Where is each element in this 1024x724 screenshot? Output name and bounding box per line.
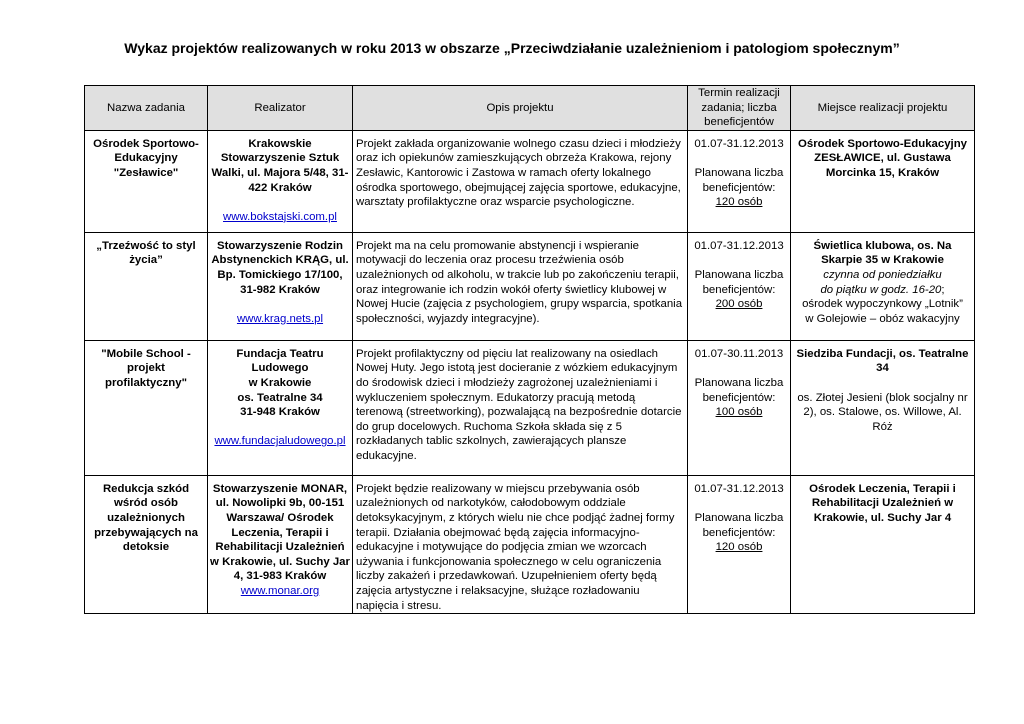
organizer-link[interactable]: www.monar.org (240, 584, 320, 597)
header-term: Termin realizacji zadania; liczba beneficjentów (688, 86, 791, 131)
term-count: 120 osób (715, 196, 763, 209)
term-count: 200 osób (715, 298, 763, 311)
term-dates: 01.07-31.12.2013 (694, 137, 784, 150)
description-cell: Projekt ma na celu promowanie abstynencji i wspieranie motywacji do leczenia oraz procesu trzeźwienia osób uzależnionych od alkoholu, w trakcie lub po zakończeniu terapii, oraz integrowanie ich rodzin wokół oferty świetlicy klubowej w Nowej Hucie (zajęcia z psychologiem, grupy wsparcia, spotkania społeczności, wyjazdy integracyjne). (353, 232, 688, 340)
organizer-link[interactable]: www.fundacjaludowego.pl (214, 435, 346, 448)
organizer-text: Stowarzyszenie Rodzin Abstynenckich KRĄG, ul. Bp. Tomickiego 17/100, 31-982 Kraków (211, 239, 349, 296)
header-place: Miejsce realizacji projektu (791, 86, 975, 131)
place-hours-2: do piątku w godz. 16-20 (820, 283, 942, 296)
task-name-cell: "Mobile School - projekt profilaktyczny" (85, 340, 208, 475)
term-plan-label: Planowana liczba beneficjentów: (694, 166, 784, 194)
place-extra-2: w Golejowie – obóz wakacyjny (805, 312, 960, 325)
organizer-text: Krakowskie Stowarzyszenie Sztuk Walki, ul. Majora 5/48, 31-422 Kraków (211, 137, 349, 194)
organizer-cell (208, 232, 353, 340)
organizer-link[interactable]: www.bokstajski.com.pl (223, 210, 337, 223)
organizer-cell (208, 340, 353, 475)
term-plan-label: Planowana liczba beneficjentów: (694, 511, 784, 539)
place-hours-2-tail: ; (941, 283, 945, 296)
header-organizer: Realizator (208, 86, 353, 131)
header-description: Opis projektu (353, 86, 688, 131)
term-cell (688, 475, 791, 613)
place-hours-1: czynna od poniedziałku (823, 268, 942, 281)
place-main: Świetlica klubowa, os. Na Skarpie 35 w Krakowie (813, 239, 952, 267)
task-name-cell: Ośrodek Sportowo-Edukacyjny "Zesławice" (85, 130, 208, 232)
table-row (85, 130, 975, 232)
organizer-line: 31-948 Kraków (240, 406, 320, 419)
table-header-row (85, 86, 975, 131)
term-cell (688, 232, 791, 340)
organizer-line: w Krakowie (248, 376, 312, 389)
place-cell (791, 340, 975, 475)
organizer-cell (208, 130, 353, 232)
header-task-name: Nazwa zadania (85, 86, 208, 131)
place-main: Siedziba Fundacji, os. Teatralne 34 (796, 347, 969, 375)
description-cell: Projekt profilaktyczny od pięciu lat realizowany na osiedlach Nowej Huty. Jego istotą jest docieranie z wózkiem edukacyjnym do środowisk dzieci i młodzieży zagrożonej uzależnieniami i wykluczeniem społecznym. Edukatorzy pracują metodą terenową (streetworking), pozwalającą na bezpośrednie dotarcie do grup docelowych. Ruchoma Szkoła składa się z 5 rozkładanych tablic szkolnych, zawierających plansze edukacyjne. (353, 340, 688, 475)
table-row (85, 340, 975, 475)
document-title: Wykaz projektów realizowanych w roku 2013 w obszarze „Przeciwdziałanie uzależnieniom i patologiom społecznym” (124, 40, 900, 56)
place-cell: Ośrodek Sportowo-Edukacyjny ZESŁAWICE, ul. Gustawa Morcinka 15, Kraków (791, 130, 975, 232)
term-cell (688, 130, 791, 232)
term-dates: 01.07-31.12.2013 (694, 482, 784, 495)
term-count: 100 osób (715, 406, 763, 419)
place-cell (791, 232, 975, 340)
table-row (85, 475, 975, 613)
organizer-cell (208, 475, 353, 613)
organizer-link[interactable]: www.krag.nets.pl (236, 312, 324, 325)
term-plan-label: Planowana liczba beneficjentów: (694, 376, 784, 404)
term-plan-label: Planowana liczba beneficjentów: (694, 268, 784, 296)
term-count: 120 osób (715, 541, 763, 554)
term-dates: 01.07-30.11.2013 (694, 347, 784, 360)
task-name-cell: „Trzeźwość to styl życia” (85, 232, 208, 340)
task-name-cell: Redukcja szkód wśród osób uzależnionych przebywających na detoksie (85, 475, 208, 613)
place-extra: os. Złotej Jesieni (blok socjalny nr 2), os. Stalowe, os. Willowe, Al. Róż (797, 391, 968, 433)
description-cell: Projekt zakłada organizowanie wolnego czasu dzieci i młodzieży oraz ich opiekunów zamieszkujących obrzeża Krakowa, rejony Zesławic, Kantorowic i Zastowa w ramach oferty lokalnego ośrodka sportowego, obejmującej zajęcia sportowe, edukacyjne, warsztaty profilaktyczne oraz wsparcie psychologiczne. (353, 130, 688, 232)
description-cell: Projekt będzie realizowany w miejscu przebywania osób uzależnionych od narkotyków, całodobowym oddziale detoksykacyjnym, z których wielu nie chce podjąć żadnej formy terapii. Działania obejmować będą zajęcia informacyjno-edukacyjne i motywujące do podjęcia zmian we wzorcach używania i funkcjonowania społecznego w celu ograniczenia liczby zakażeń i przedawkowań. Uzupełnieniem oferty będą zajęcia artystyczne i relaksacyjne, służące rozładowaniu napięcia i stresu. (353, 475, 688, 613)
projects-table (84, 85, 975, 614)
place-cell: Ośrodek Leczenia, Terapii i Rehabilitacji Uzależnień w Krakowie, ul. Suchy Jar 4 (791, 475, 975, 613)
term-cell (688, 340, 791, 475)
table-row (85, 232, 975, 340)
organizer-text: Stowarzyszenie MONAR, ul. Nowolipki 9b, 00-151 Warszawa/ Ośrodek Leczenia, Terapii i Rehabilitacji Uzależnień w Krakowie, ul. Suchy Jar 4, 31-983 Kraków (210, 482, 350, 583)
organizer-line: os. Teatralne 34 (237, 391, 323, 404)
place-extra-1: ośrodek wypoczynkowy „Lotnik” (802, 298, 963, 311)
term-dates: 01.07-31.12.2013 (694, 239, 784, 252)
organizer-line: Fundacja Teatru Ludowego (236, 347, 324, 375)
